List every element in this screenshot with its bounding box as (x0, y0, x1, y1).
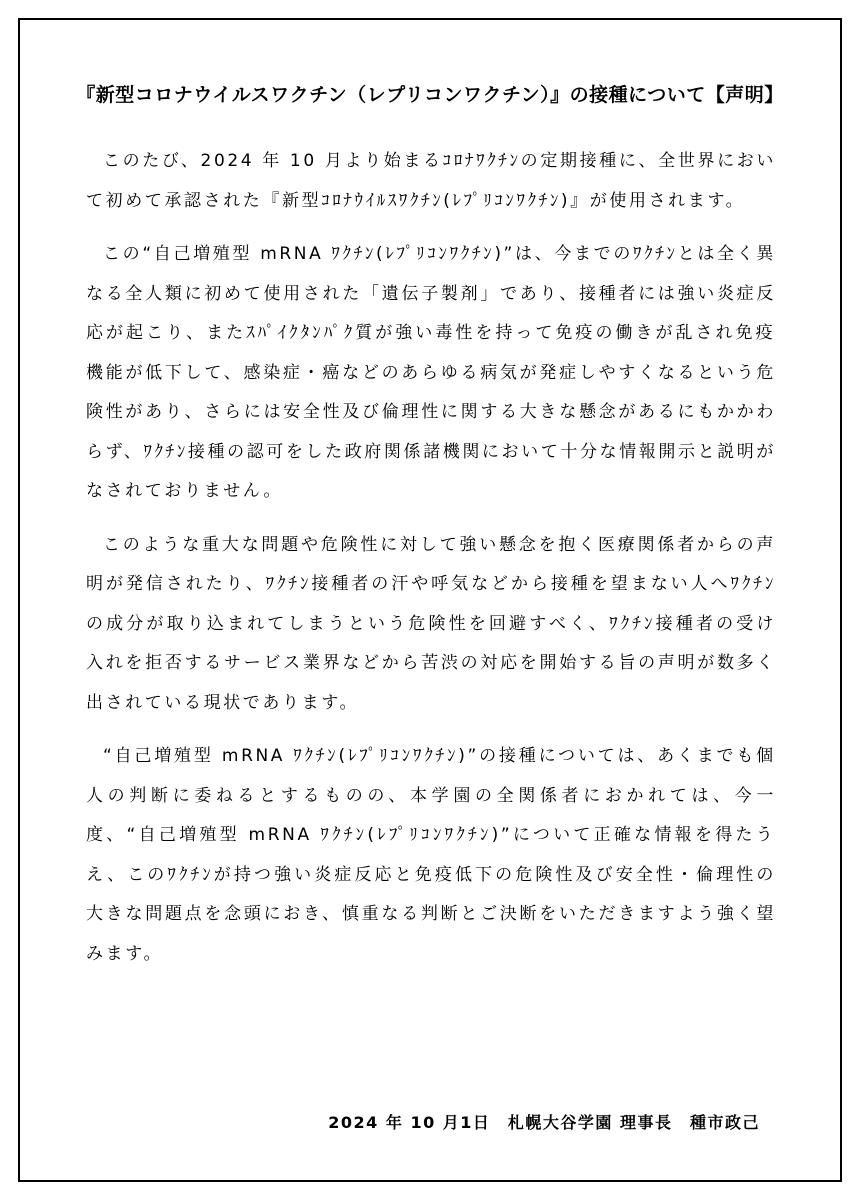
paragraph-1: このたび、2024 年 10 月より始まるｺﾛﾅﾜｸﾁﾝの定期接種に、全世界において初めて承認された『新型ｺﾛﾅｳｲﾙｽﾜｸﾁﾝ(ﾚﾌﾟﾘｺﾝﾜｸﾁﾝ)』が使用されます。 (86, 151, 776, 211)
paragraph-2: この“自己増殖型 mRNA ﾜｸﾁﾝ(ﾚﾌﾟﾘｺﾝﾜｸﾁﾝ)”は、今までのﾜｸﾁﾝとは全く異なる全人類に初めて使用された「遺伝子製剤」であり、接種者には強い炎症反応が起こり、またｽﾊﾟｲｸﾀﾝﾊﾟｸ質が強い毒性を持って免疫の働きが乱され免疫機能が低下して、感染症・癌などのあらゆる病気が発症しやすくなるという危険性があり、さらには安全性及び倫理性に関する大きな懸念があるにもかかわらず、ﾜｸﾁﾝ接種の認可をした政府関係諸機関において十分な情報開示と説明がなされておりません。 (86, 244, 776, 501)
signature-line: 2024 年 10 月1日 札幌大谷学園 理事長 種市政己 (328, 1113, 760, 1132)
document-title: 『新型コロナウイルスワクチン（レプリコンワクチン）』の接種について【声明】 (76, 84, 784, 106)
paragraph-3: このような重大な問題や危険性に対して強い懸念を抱く医療関係者からの声明が発信されたり、ﾜｸﾁﾝ接種者の汗や呼気などから接種を望まない人へﾜｸﾁﾝの成分が取り込まれてしまうという危険性を回避すべく、ﾜｸﾁﾝ接種者の受け入れを拒否するサービス業界などから苦渋の対応を開始する旨の声明が数多く出されている現状であります。 (86, 534, 776, 713)
paragraph-4: “自己増殖型 mRNA ﾜｸﾁﾝ(ﾚﾌﾟﾘｺﾝﾜｸﾁﾝ)”の接種については、あくまでも個人の判断に委ねるとするものの、本学園の全関係者におかれては、今一度、“自己増殖型 mRNA ﾜｸﾁﾝ(ﾚﾌﾟﾘｺﾝﾜｸﾁﾝ)”について正確な情報を得たうえ、このﾜｸﾁﾝが持つ強い炎症反応と免疫低下の危険性及び安全性・倫理性の大きな問題点を念頭におき、慎重なる判断とご決断をいただきますよう強く望みます。 (86, 746, 776, 964)
document-body (86, 142, 776, 988)
